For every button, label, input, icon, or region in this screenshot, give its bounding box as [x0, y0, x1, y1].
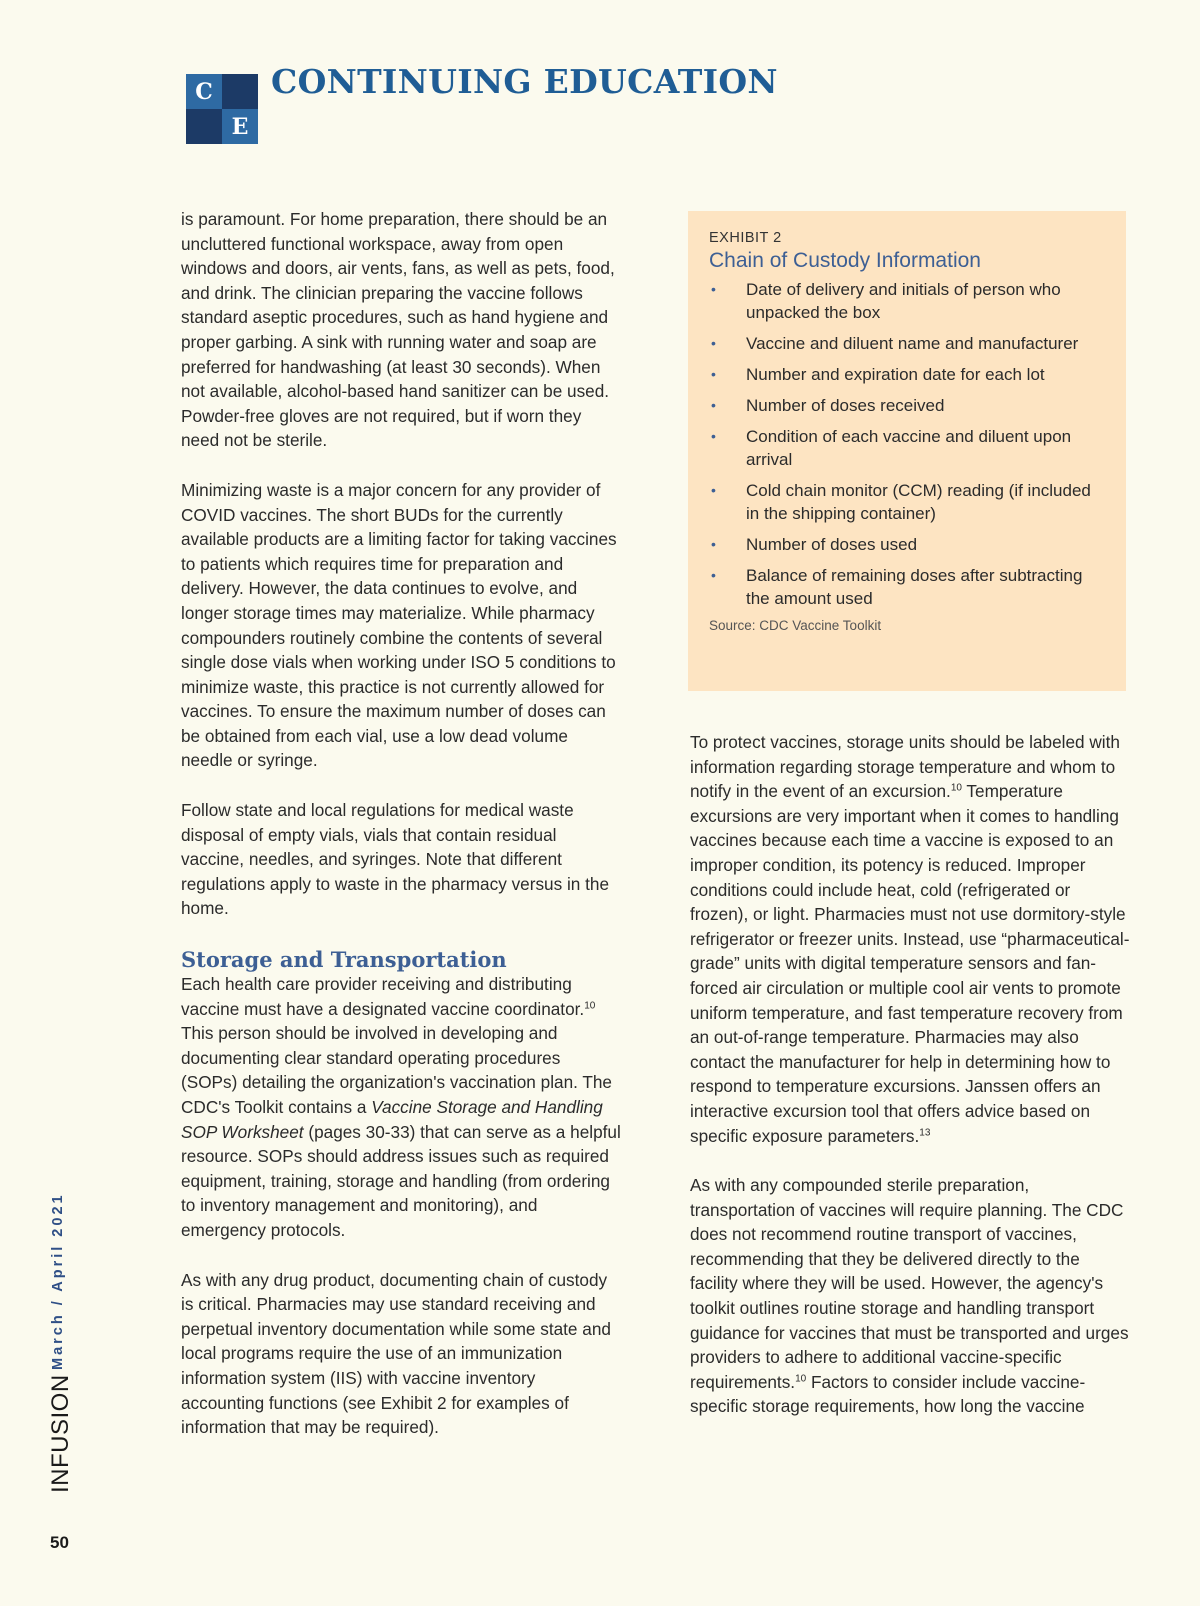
list-item-text: Number of doses received: [746, 396, 945, 415]
exhibit-label: EXHIBIT 2: [709, 230, 782, 246]
list-item-text: Vaccine and diluent name and manufacturer: [746, 334, 1079, 353]
ce-logo: [186, 74, 258, 144]
reference-superscript: 10: [584, 999, 596, 1011]
bullet-icon: •: [711, 482, 716, 498]
exhibit-list: [709, 278, 1106, 610]
paragraph: [690, 1173, 1130, 1419]
paragraph: As with any drug product, documenting chain of custody is critical. Pharmacies may use standard receiving and perpetual inventory documentation while some state and local programs require the use of an immunization information system (IIS) with vaccine inventory accounting functions (see Exhibit 2 for examples of information that may be required).: [181, 1269, 611, 1438]
list-item-text: Cold chain monitor (CCM) reading (if included in the shipping container): [746, 481, 1091, 523]
section-title: CONTINUING EDUCATION: [271, 62, 778, 101]
list-item-text: Condition of each vaccine and diluent upon arrival: [746, 427, 1072, 469]
bullet-icon: •: [711, 335, 716, 351]
list-item: [709, 363, 1106, 386]
paragraph: [181, 972, 621, 1243]
page-number: 50: [50, 1533, 69, 1552]
bullet-icon: •: [711, 567, 716, 583]
bullet-icon: •: [711, 366, 716, 382]
left-column: [181, 207, 621, 1465]
text-run: Each health care provider receiving and distributing vaccine must have a designated vaccine coordinator.: [181, 974, 585, 1019]
list-item-text: Date of delivery and initials of person who unpacked the box: [746, 280, 1061, 322]
exhibit-source: Source: CDC Vaccine Toolkit: [709, 618, 882, 633]
text-run: (pages 30-33) that can serve as a helpful resource. SOPs should address issues such as required equipment, training, storage and handling (from ordering to inventory management and monitoring), and emergency protocols.: [181, 1121, 621, 1240]
paragraph: Follow state and local regulations for medical waste disposal of empty vials, vials that contain residual vaccine, needles, and syringes. Note that different regulations apply to waste in the pharmacy versus in the home.: [181, 800, 610, 919]
bullet-icon: •: [711, 536, 716, 552]
text-run: To protect vaccines, storage units should be labeled with information regarding storage temperature and whom to notify in the event of an excursion.: [690, 732, 1120, 802]
subsection-heading: Storage and Transportation: [181, 947, 507, 973]
list-item: [709, 479, 1106, 525]
list-item: [709, 278, 1106, 324]
right-column: [690, 730, 1130, 1444]
list-item-text: Number and expiration date for each lot: [746, 365, 1045, 384]
text-run: Factors to consider include vaccine-specific storage requirements, how long the vaccine: [690, 1371, 1086, 1417]
list-item-text: Number of doses used: [746, 535, 918, 554]
list-item: [709, 425, 1106, 471]
text-run: This person should be involved in developing and documenting clear standard operating procedures (SOPs) detailing the organization's vaccination plan. The CDC's Toolkit contains a: [181, 1023, 612, 1117]
text-run: Temperature excursions are very important when it comes to handling vaccines because each time a vaccine is exposed to an improper condition, its potency is reduced. Improper conditions could include heat, cold (refrigerated or frozen), or light. Pharmacies must not use dormitory-style refrigerator or freezer units. Instead, use “pharmaceutical-grade” units with digital temperature sensors and fan-forced air circulation or multiple cool air vents to promote uniform temperature, and fast temperature recovery from an out-of-range temperature. Pharmacies may also contact the manufacturer for help in determining how to respond to temperature excursions. Janssen offers an interactive excursion tool that offers advice based on specific exposure parameters.: [690, 781, 1130, 1146]
paragraph: [690, 730, 1130, 1148]
bullet-icon: •: [711, 281, 716, 297]
list-item: [709, 533, 1106, 556]
bullet-icon: •: [711, 428, 716, 444]
paragraph: Minimizing waste is a major concern for any provider of COVID vaccines. The short BUDs for the currently available products are a limiting factor for taking vaccines to patients which requires time for preparation and delivery. However, the data continues to evolve, and longer storage times may materialize. While pharmacy compounders routinely combine the contents of several single dose vials when working under ISO 5 conditions to minimize waste, this practice is not currently allowed for vaccines. To ensure the maximum number of doses can be obtained from each vial, use a low dead volume needle or syringe.: [181, 479, 617, 771]
list-item-text: Balance of remaining doses after subtracting the amount used: [746, 566, 1083, 608]
logo-block: [186, 109, 222, 144]
exhibit-title: Chain of Custody Information: [709, 249, 981, 272]
paragraph: is paramount. For home preparation, there should be an uncluttered functional workspace, away from open windows and doors, air vents, fans, as well as pets, food, and drink. The clinician preparing the vaccine follows standard aseptic procedures, such as hand hygiene and proper garbing. A sink with running water and soap are preferred for handwashing (at least 30 seconds). When not available, alcohol-based hand sanitizer can be used. Powder-free gloves are not required, but if worn they need not be sterile.: [181, 209, 615, 451]
exhibit-box: [688, 211, 1126, 691]
text-run: As with any compounded sterile preparation, transportation of vaccines will require planning. The CDC does not recommend routine transport of vaccines, recommending that they be delivered directly to the facility where they will be used. However, the agency's toolkit outlines routine storage and handling transport guidance for vaccines that must be transported and urges providers to adhere to additional vaccine-specific requirements.: [690, 1175, 1129, 1392]
reference-superscript: 13: [919, 1126, 931, 1138]
reference-superscript: 10: [795, 1373, 807, 1385]
list-item: [709, 394, 1106, 417]
italic-title: Vaccine Storage and Handling SOP Worksheet: [181, 1097, 603, 1142]
logo-block: [222, 74, 258, 109]
bullet-icon: •: [711, 397, 716, 413]
logo-letter-c: C: [186, 74, 222, 109]
logo-letter-e: E: [222, 109, 258, 144]
magazine-logo: INFUSION: [47, 1374, 74, 1493]
list-item: [709, 564, 1106, 610]
list-item: [709, 332, 1106, 355]
issue-date: March / April 2021: [50, 1192, 66, 1370]
reference-superscript: 10: [950, 782, 962, 794]
